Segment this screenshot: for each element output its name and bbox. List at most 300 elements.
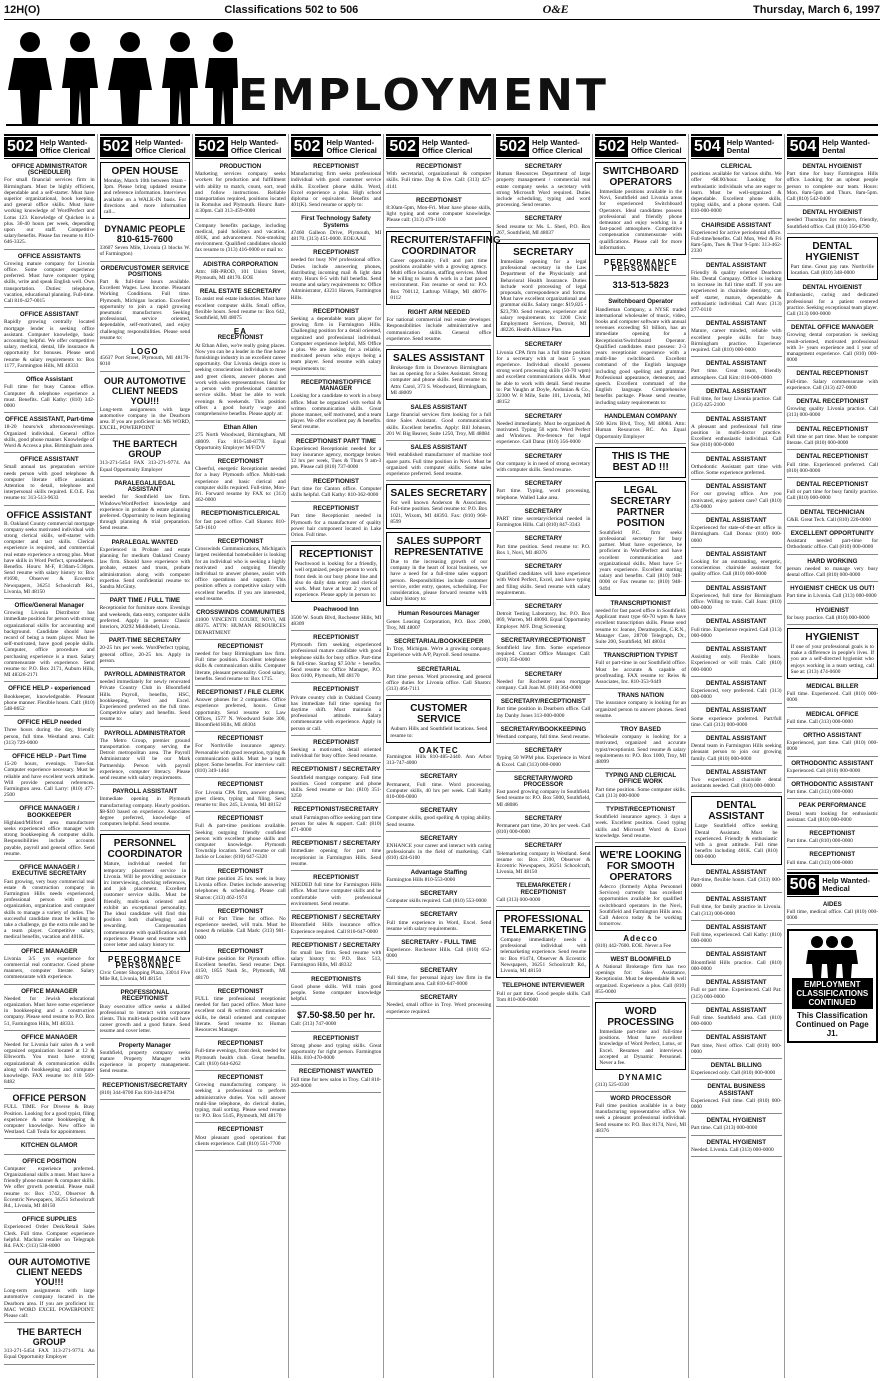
classification-number: 502 [291,137,324,157]
ad-heading: PAYROLL ADMINISTRATOR [104,729,186,737]
advertiser-logo: PERFORMANCE PERSONNEL [108,955,182,971]
ad-heading: TELEMARKETER / RECEPTIONIST [516,882,571,896]
ad-body: needed for busy NW professional office. Duties include answering phones, distributing incoming mail & light data entry. Hours 8-5 with full benefits. Send resume and salary requirements to: Office Administrator, 43231 Haven, Farmington Hills. [290,257,382,301]
ad-heading: ORTHODONTIC ASSISTANT [791,781,874,788]
classified-ad [291,248,382,305]
ad-body: Computer experience preferred. Organizational skills a must. Must have a friendly phone manner & computer skills. We offer growth potential. Please mail resume to: Box 1742, Observer & Eccentric Newspapers, 36251 Schoolcraft Rd., Livonia, MI 48150 [4,1165,95,1210]
classified-ad [291,941,382,973]
ad-heading: MEDICAL OFFICE [806,710,859,718]
ad-body: Full or part-time in our Southfield office. Must be accurate & capable of proofreading. FAX resume to: Reiss & Associates, Inc. 810-353-9449 [595,660,686,685]
classification-number: 502 [595,137,628,157]
ad-body: needed Thursdays for modern, friendly, Southfield office. Call (810) 356-8790 [786,217,879,230]
advertiser-logo: LOGO [131,347,159,357]
column-2 [100,134,194,1378]
classified-ad [691,1138,782,1157]
ad-body: Full time, medical office. Call (810) 000-0000 [786,909,879,922]
ad-heading: OFFICE ASSISTANT [19,311,79,319]
ad-heading: PARALEGAL/LEGAL ASSISTANT [114,479,176,494]
classified-ad [291,1034,382,1066]
ad-heading: SECRETARY/BOOKKEEPING [500,725,587,733]
ad-heading: SECRETARY [524,814,563,822]
classified-ad [4,310,95,373]
column-1 [4,134,98,1378]
ad-body: PART time secretary/clerical needed in Farmington Hills. Call (810) 847-3343 [496,515,591,529]
ad-heading: DENTAL ASSISTANT [705,979,767,987]
classified-ad [386,889,491,908]
classified-ad [496,746,590,772]
classified-ad [4,752,95,802]
classification-title: Help Wanted- Dental [726,138,775,155]
ad-heading: HARD WORKING [807,557,858,565]
ad-body: Needed immediately. Must be organized & motivated. Typing 50 wpm. Word Perfect and Windows. Pre-ference for legal experience. Call Dana: (810) 356-0000 [496,420,591,446]
classified-ad [595,447,686,478]
classified-ad [100,729,191,786]
ad-body: The Metro Group, premier ground transportation company serving the Detroit metropolitan area. The Payroll Administrator will be our Mark Partnership. Person with payroll experience, computer literacy. Please send resume with salary requirements. [99,737,191,782]
classified-ad [100,264,191,345]
ad-heading: SECRETARY [420,890,458,898]
advertiser-logo: EA [233,327,247,337]
ad-body: Call (313) 000-0000 [496,896,541,903]
ad-body: Full time experience in Word, Excel. Send resume with salary requirements. [386,919,492,932]
ad-heading: DENTAL RECEPTIONIST [796,425,869,433]
ad-heading: SECRETARY/RECEPTIONIST [500,636,586,644]
classified-ad [291,633,382,683]
ad-body: Small annual tax preparation service needs person with good telephone & computer literate office assistant. Attention to detail, telephone and interpersonal skills required. E.O.E. Fax resume to: 313-513-9633 [4,464,95,502]
ad-heading: DENTAL BILLING [710,1061,762,1069]
ad-heading: PART-TIME SECRETARY [108,637,181,645]
ad-body: Plymouth firm seeking experienced professional mature candidate with good telephone skills for busy office. Part-time & full-time. Starting $7.50/hr + benefits. Send resume to: Office Manager, P.O. Box 6100, Plymouth, MI 48170 [290,642,382,680]
ad-body: For national commercial real estate developer. Responsibilities include administrative and communication skills. General office experience. Send resume. [386,317,492,342]
classified-ad [386,484,491,529]
ad-heading: DENTAL ASSISTANT [705,768,767,776]
ad-heading: DENTAL RECEPTIONIST [796,453,869,461]
ad-heading: DENTAL ASSISTANT [705,584,767,592]
ad-heading: $7.50-$8.50 per hr. [296,1010,376,1021]
ad-heading: DENTAL HYGIENIST [802,284,863,292]
classified-ad [496,602,590,634]
ad-body: 20-25 hrs per week. WordPerfect typing, general office, 20-25 hrs. Apply in person. [99,645,191,664]
ad-body: Experienced. Full time. Call (810) 000-0000 [691,1097,782,1110]
ad-body: Part time for busy Farmington Hills office. Looking for an upbeat people person to complete our team. Hours: Mon. 8am-5pm and Thurs. 8am-5pm. Call (810) 542-0400 [786,171,879,203]
classified-ad [291,873,382,911]
classified-ad [595,481,686,596]
ad-body: Friendly & quality oriented Dearborn Hts. Dental Company. Office is looking to increase its full time staff. If you are experienced in chairside dentistry, can self starter, mature, dependable & enthusiastic individual. Call Ann: (313) 277-0110 [691,269,782,314]
ad-body: 313-271-5454 FAX 313-271-9774. An Equal Opportunity Employer [99,460,191,473]
classified-ad [787,369,878,395]
ad-body: Dental team in Farmington Hills seeking pleasant person to join our growing family. Call (810) 000-0000 [691,743,782,762]
column-header [291,134,382,159]
ad-body: Part time person. Word processing and general office duties for Livonia office. Call Sharon: (313) 464-7111 [386,673,492,693]
classified-ad [787,529,878,555]
classified-ad [195,509,286,535]
page-header [4,0,880,20]
ad-body: Needed for Jewish educational organization. Must have some experience in bookkeeping and a construction company. Please send resume to P.O. Box 51, Farmington Hills, MI 48333. [4,995,95,1027]
ad-body: Part time for Canton office. Computer skills helpful. Call Kathy: 810-362-0000 [290,485,382,498]
ad-heading: DYNAMIC PEOPLE 810-615-7600 [104,224,186,245]
classified-ad [691,645,782,677]
ad-body: Receptionist for furniture store. Evenings and weekends, data entry, computer skills preferred. Apply in person: Classic Interiors, 20292 Middlebelt, Livonia. [99,605,191,630]
ad-body: (810) 344-8700 Fax 810-344-8794 [99,1089,175,1096]
classified-ad [4,415,95,453]
ad-body: Part time position in Dearborn office. Call Jay Danby Jones 313-000-0000 [496,706,591,719]
advertiser-logo: DYNAMIC [618,1073,663,1083]
classified-ad [787,731,878,757]
ad-body: Adecco (formerly Alpha Personnel Services) currently has excellent opportunities available for qualified switchboard operators in the Novi, Southfield and Farmington Hills area. Call Adecco today & be working tomorrow. [599,884,682,928]
issue-date: Thursday, March 6, 1997 [753,3,880,16]
ad-body: Career opportunity. Full and part time positions available with a growing agency. Multi office location, staffing services. Must be willing to learn & work in a fast paced environment. Fax resume or send to: P.O. Box 760112, Lathrup Village, MI 48076-0112 [390,257,488,301]
ad-heading: SWITCHBOARD OPERATORS [602,166,679,188]
ad-heading: AIDES [822,900,842,908]
ad-heading: THE BARTECH GROUP [112,439,178,460]
ad-heading: CHAIRSIDE ASSISTANT [701,221,772,229]
ad-heading: RECEPTIONIST WANTED [298,1068,374,1076]
ad-heading: RECRUITER/STAFFING COORDINATOR [390,234,501,257]
classification-number: 502 [100,137,133,157]
ad-heading: SECRETARY [420,994,458,1002]
ad-heading: RECEPTIONIST [313,307,359,315]
ad-body: Detroit Testing Laboratory, Inc. P.O. Box 869, Warren, MI 48090. Equal Opportunity Employer. M/F. Drug Screening [496,611,591,630]
classified-ad [100,479,191,536]
ad-heading: TELEPHONE INTERVIEWER [502,982,585,990]
ad-body: 313-271-5454 FAX 313-271-9774. An Equal Opportunity Employer [4,1348,95,1361]
column-7 [595,134,689,1378]
classified-ad [195,947,286,985]
classified-ad [691,482,782,514]
classified-ad [787,606,878,625]
ad-body: Part time Receptionist needed in Plymouth for a manufacturer of quality power hair component located in Lake Orion. Full time. [290,513,382,538]
masthead [6,22,878,130]
ad-body: Part time. Typing, word processing, telephone. Walled Lake area. [496,488,591,501]
ad-body: for fast paced office. Call Sharon: 810-549-1610 [195,518,286,531]
ad-body: Cheerful, energetic Receptionist needed for a busy Plymouth office. Multi-task experience and basic clerical and computer skills required. Full-time, Mon-Fri. Forward resume by FAX to: (313) 462-0000 [195,466,286,504]
ad-heading: DENTAL HYGIENIST [802,163,863,170]
classified-columns [4,134,880,1378]
ad-body: Looking for an outstanding, energetic, conscientious chairside assistant for quality office. Call (810) 000-0000 [691,558,782,578]
ad-heading: Office Assistant [25,376,73,384]
classified-ad [691,455,782,481]
classified-ad [691,796,782,864]
ad-heading: DENTAL ASSISTANT [705,550,767,558]
classified-ad [691,550,782,582]
ad-heading: RECEPTIONIST/CLERICAL [201,510,280,518]
ad-body: Bookkeeper, knowledgeable. Pleasant phone manner. Flexible hours. Call: (810) 548-8652 [4,693,95,713]
classified-ad [496,412,590,450]
ad-body: Full time. Southfield area. Call (810) 000-0000 [691,1014,782,1028]
ad-body: for busy practice. Call (810) 000-0000 [786,614,870,621]
ad-heading: OFFICE MANAGER [21,1033,78,1041]
classified-ad [787,283,878,321]
ad-heading: CLERICAL [720,163,752,170]
ad-heading: WORD PROCESSING [607,1006,675,1029]
ad-heading: OUR AUTOMOTIVE CLIENT NEEDS YOU!!! [8,1257,91,1288]
ad-heading: DENTAL ASSISTANT [705,360,767,368]
classified-ad [195,907,286,945]
ad-body: Immediate positions available in the Novi, Southfield and Livonia areas for experienced Switchboard Operators. Ideal candidates possess professional and friendly phone demeanor and enjoy working in a fast-paced atmosphere. Competitive compensation commensurate with qualifications. Please call for more information. [599,189,682,251]
classification-title: Help Wanted- Office Clerical [230,138,282,155]
classified-ad [386,772,491,804]
ad-body: 18-20 hours/wk afternoons/evenings. Organized individual. General office skills, good phone manner. Knowledge of Word & Access a plus. Birmingham area. [4,424,95,449]
ad-body: Bloomfield Hills practice. Call (810) 000-0000 [691,959,782,972]
classified-ad [787,628,878,679]
ad-heading: SECRETARY [524,412,563,420]
ad-heading: TRANSCRIPTION TYPIST [603,652,678,660]
ad-heading: SECRETARY [524,452,563,460]
ad-body: Experienced Receptionist needed for a busy insurance agency, mortgage broker. 12 hrs per week, Tues & Thurs 9 am-3 pm. Please call (810) 737-0000 [290,445,382,471]
ad-body: Peachwood is looking for a friendly, well organized, people person to work front desk in our busy phone line and also do daily data entry and clerical work. Must have at least 2 years of experience. Please apply in person to: [294,561,378,599]
classification-title: Help Wanted- Office Clerical [326,138,377,155]
ad-heading: SECRETARY [420,807,458,815]
ad-heading: OUR AUTOMOTIVE CLIENT NEEDS YOU!!! [103,375,186,406]
classified-ad [595,805,686,843]
classified-ad [4,508,95,599]
ad-body: Full time. Experienced preferred. Call (810) 000-0000 [786,461,879,474]
ad-heading: CROSSWINDS COMMUNITIES [196,608,285,616]
classified-ad [386,966,491,992]
ad-heading: RECEPTIONIST PART TIME [295,437,377,445]
classified-ad [4,252,95,309]
classified-ad [291,913,382,939]
classified-ad [787,323,878,367]
classified-ad [386,308,491,346]
ad-heading: SECRETARY [420,773,458,781]
ad-body: Company immediately needs a professional individual with telemarketing experience. Send resume to: Box #1474, Observer & Eccentric Newspapers, 36251 Schoolcraft Rd., Livonia, MI 48150 [500,937,587,975]
ad-body: Civic Center Shopping Plaza, 33014 Five Mile Rd, Livonia, MI 48154 [99,969,191,982]
ad-body: 33607 Seven Mile, Livonia (3 blocks W. of Farmington) [99,245,191,258]
classified-ad [496,670,590,696]
ad-body: Southfield mortgage company. Full time position. Good computer and phone skills. Send resume or fax: (810) 351-3250 [290,774,382,800]
ad-heading: TRANS NATION [617,692,664,700]
classified-ad [691,584,782,616]
classified-ad [100,670,191,727]
ad-body: Southfield law firm. Some experience required. Contact Office Manager. Call: (810) 350-0000 [496,644,591,664]
classified-ad [4,455,95,505]
ad-heading: RECEPTIONIST [809,830,856,838]
continued-title: EMPLOYMENT CLASSIFICATIONS CONTINUED [792,978,873,1009]
classified-ad [691,950,782,976]
classified-ad [100,1081,191,1100]
classified-ad [496,814,590,840]
ad-body: Full or part time for busy family practice. Call (810) 000-0000 [786,489,879,502]
ad-body: Marketing services company seeks workers for production and fulfillment with ability to match, count, sort, read and follow instructions. Reliable transportation required, positions located in Romulus and Plymouth. Hours: 8am-4:30pm. Call 313-459-0000 [195,171,286,215]
ad-heading: RECEPTIONIST [217,947,264,955]
ad-heading: OFFICE ASSISTANT [19,456,79,464]
classified-ad [386,665,491,697]
column-header [691,134,782,159]
classified-ad [496,725,590,744]
ad-heading: SALES SECRETARY [390,488,488,500]
classified-ad [691,415,782,453]
ad-heading: SECRETARY [524,602,563,610]
ad-body: Two experienced chairside dental assistants needed. Call (810) 000-0000 [691,777,782,790]
classified-ad [195,608,286,640]
ad-heading: Advantage Staffing [410,868,467,876]
ad-heading: OPEN HOUSE [111,166,179,177]
classified-ad [195,260,286,286]
ad-body: Bloomfield Hills insurance office. Experience required. Call 810-647-0000 [290,922,382,935]
ad-body: Part time. Call (313) 000-0000 [786,789,853,796]
classified-ad [787,780,878,799]
ad-body: A pleasant and professional full time position in multi-doctor practice. Excellent enthusiastic individual. Call Sue (810) 000-0000 [691,423,782,449]
ad-heading: RECEPTIONIST [217,642,264,650]
ad-body: Full or Part Time for office. No experience needed, will train. Must be honest & reliable. Call Mark: (313) 981-0000 [195,915,286,941]
classified-ad [496,214,590,240]
ad-heading: OFFICE ASSISTANT [6,509,93,520]
classified-ad [386,162,491,194]
ad-heading: RECEPTIONIST [299,549,373,561]
ad-body: Busy executive office seeks a skilled professional to interact with corporate clients. This multi-task position will have career growth and a good future. Send resume and cover letter. [99,1003,191,1035]
classified-ad [787,208,878,234]
ad-body: Seeking a dependable team player for growing firm in Farmington Hills. Challenging position for a detail oriented, organized and professional individual. Computer experience helpful, MS Office a plus. We are looking for a reliable, motivated person who enjoys being a team player. Send resume with salary requirements to: [290,316,382,372]
ad-body: For small financial services firm in Birmingham. Must be highly efficient, dependable and a self-starter. Must have superior organizational, book keeping, and general office skills. Must have working knowledge of WordPerfect and Lotus 123. Knowledge of Quicken is a plus. 30-40 hours per week, depending upon our staff. Competitive salary/benefits. Please fax resume to 810-646-3325. [4,177,95,246]
classified-ad [195,162,286,219]
ad-heading: PROFESSIONAL RECEPTIONIST [120,989,170,1003]
ad-body: Long-term assignments with large automotive company in the Dearborn area. If you are proficient in: MS WORD, EXCEL, POWERPOINT [99,406,191,432]
ad-body: Livonia CPA firm has a full time position for a secretary with at least 5 years experience. Individual should possess strong word processing skills (50-70 wpm) and excellent communications skills. Must be able to work with detail. Send resume to: Pat Vaughn at Doyle, Andonian & Co., 32300 W. 8 Mile, Suite 101, Livonia, MI 48152 [496,349,591,406]
ad-heading: DENTAL ASSISTANT [705,735,767,743]
advertiser-logo: Adecco [623,934,659,944]
ad-body: Attn: HR-PROD, 101 Union Street, Plymouth, MI 48170. EOE [195,268,286,282]
ad-body: Immediate opening for a legal professional secretary in the Law Department of the Physicianly and Behavioral Health Insurance. Duties include word processing of legal proposals, correspondence and forms. Must have excellent organizational and grammar skills. Salary range: $19,825 - $23,790. Send resume, experience and salary requirements to: 1200 Civic Employment Services, Detroit, MI 48226. Health Alliance Plan. [500,259,587,334]
ad-heading: Ethan Allen [223,424,258,432]
ad-heading: RECEPTIONIST [809,851,856,859]
ad-heading: WEST BLOOMFIELD [610,955,671,963]
classified-ad [691,868,782,894]
ad-heading: OFFICE HELP needed [17,719,82,727]
ad-body: Computer skills required. Call (810) 553-0000 [386,898,487,905]
ad-body: Human Resources Department of large property management / commercial real estate company seeks a secretary with strong Microsoft Word required. Duties include scheduling, typing and word processing. Send resume. [496,171,591,209]
advertiser-logo: PERFORMANCE PERSONNEL [603,258,678,274]
ad-heading: DENTAL TECHNICIAN [800,508,865,516]
classified-ad [4,601,95,682]
classified-ad [386,349,491,400]
ad-heading: CUSTOMER SERVICE [410,703,468,726]
ad-body: Full time for busy Canton office. Computer & telephone experience a must. Benefits. Call Kathy: (810) 342-0000 [4,384,95,409]
ad-body: Full time for new salon in Troy. Call 810-269-0000 [290,1076,382,1089]
ad-body: If one of your professional goals is to make a difference in people's lives. If you are a self-directed hygienist who enjoys working in a team setting, call Sue at: (313) 474-0600 [790,643,875,675]
ad-body: (810) 442-7600. EOE. Never a Fee [595,942,672,949]
classified-ad [496,534,590,560]
ad-heading: First Technology Safety Systems [301,215,371,229]
ad-body: Fast paced growing company in Southfield. Send resume to: P.O. Box 5000, Southfield, MI 48086 [496,789,591,808]
column-header [386,134,491,159]
ad-body: Needed, small office in Troy. Word processing experience required. [386,1002,492,1015]
classified-ad [691,319,782,357]
classified-ad [386,443,491,481]
classified-ad [291,477,382,503]
advertiser-logo: OAKTEC [418,745,459,755]
ad-heading: RECEPTIONIST [217,735,264,743]
ad-body: Full time. Experienced. Call (810) 000-0000 [786,691,879,704]
ad-heading: RECEPTIONIST / SECRETARY [291,766,381,774]
classified-ad [496,340,590,409]
ad-heading: RECEPTIONIST [415,163,462,170]
ad-body: Long-term assignments with large automotive company located in the Dearborn area. If you are proficient in: MAC WORD EXCEL POWERPOINT. Please call: [4,1288,95,1320]
ad-heading: OFFICE PERSON [12,1093,87,1104]
classified-ad [787,237,878,280]
ad-heading: SECRETARY/RECEPTIONIST [500,698,586,706]
classified-ad [386,231,501,305]
classified-ad [386,532,491,606]
ad-heading: RECEPTIONIST/SECRETARY [293,806,379,814]
classified-ad [496,636,590,668]
classified-ad [195,537,286,606]
ad-heading: DENTAL ASSISTANT [705,320,767,328]
classified-ad [595,162,686,255]
classified-ad [595,955,686,999]
column-header [787,872,878,897]
ad-body: Part time position. Send resume to: P.O. Box 1, Novi, MI 48376 [496,543,591,556]
ad-heading: ORTHO ASSISTANT [803,731,862,739]
ad-heading: Peachwood Inn [313,606,359,614]
ad-body: Full-time position for Plymouth office. Excellent benefits. Send resume: Dept. 4150, 1855 Nash St., Plymouth, MI 48170 [195,955,286,981]
ad-heading: LEGAL SECRETARY PARTNER POSITION [610,484,671,529]
ad-body: Assisting only. Flexible hours. Experienced or will train. Call: (810) 000-0000 [691,654,782,673]
classified-ad [100,787,191,831]
ad-heading: OFFICE HELP - Part Time [12,753,87,761]
classification-title: Help Wanted- Medical [822,875,870,893]
ad-heading: SECRETARY [524,747,563,755]
classified-ad [4,863,95,944]
classified-ad [195,1039,286,1071]
ad-heading: DENTAL ASSISTANT [705,951,767,959]
classified-ad [691,162,782,219]
classified-ad [386,938,491,964]
classified-ad [386,637,491,663]
classified-ad [691,768,782,794]
ad-heading: DENTAL HYGIENIST [805,240,860,263]
continued-note: This Classification Continued on Page J1. [795,1011,869,1039]
classified-ad [787,900,878,926]
ad-body: Part & full-time hours available. Excellent Wages. Less Income. Pleasant Working Conditions. Full time. Plymouth, Michigan location. Excellent opportunity to join a rapid growing pneumatic manufacturer. Seeking professional, service oriented, dependable, self-motivated, and enjoy challenging responsibilities. Please send resume to: [99,279,191,341]
classification-title: Help Wanted-Dental [822,138,870,155]
masthead-title: EMPLOYMENT [238,70,609,121]
ad-body: Genes Leasing Corporation, P.O. Box 2000, Troy, MI 48007 [386,618,492,631]
ad-body: With secretarial, organizational & computer skills. Full time. Day & Eve. Call: (313) 427-4141 [386,171,492,190]
classification-number: 502 [4,137,37,157]
classified-ad [195,1125,286,1151]
ad-body: B. Oakland County commercial mortgage company seeks motivated individual with strong clerical skills, self-starter with computer and tact skills. Clerical experience is required, and commercial real estate experience a strong plus. Must have skills in Word Perfect, spreadsheets. Benefits. Hours: M-F, 8:30am-5:30pm. Send resume with salary history to: Box #1690, Observer & Eccentric Newspapers, 36251 Schoolcraft Rd., Livonia, MI 48150 [4,520,95,595]
ad-heading: SALES ASSISTANT [410,444,468,452]
ad-heading: DENTAL ASSISTANT [708,800,765,823]
classification-number: 506 [787,875,820,895]
column-5 [386,134,501,1378]
column-header [787,134,878,159]
people-figures-icon [802,934,862,978]
classified-ad [100,162,191,219]
ad-body: Dental team looking for enthusiastic assistant. Call (810) 000-0000 [786,810,879,823]
ad-body: Computer skills, good spelling & typing ability. Send resume. [386,815,492,828]
ad-body: needed immediately for newly renovated Private Country Club in Bloomfield Hills. Payroll, benefits, HSC, bookkeeping, Word and Excel. Experienced preferred on the full time. Competitive salary and benefits. Send resume to: [99,679,191,723]
ad-heading: RECEPTIONIST [313,874,359,882]
ad-body: Crosswinds Communications, Michigan's largest residential homebuilder is looking for an individual who is seeking a highly motivated and outgoing friendly individual to answer phones, assist with office operations and support. This position offers a competitive salary with excellent benefits. If you are interested, send resume. [195,546,286,602]
classified-ad [496,910,590,978]
ad-body: Full time. Call (313) 000-0000 [786,859,853,866]
classified-ad [691,359,782,385]
people-figures-icon [8,28,238,128]
ad-heading: PARALEGAL WANTED [111,538,179,546]
classified-ad [496,452,590,478]
ad-heading: RECEPTIONIST [217,907,264,915]
ad-body: Large Southfield office seeking Dental Assistant. Must be experienced. Friendly & enthusiastic with a great attitude. Full time benefits including 401K. Call (810) 000-0000 [695,823,778,861]
classified-ad [595,846,686,931]
ad-body: person needed to manage very busy dental office. Call (810) 000-0000 [786,565,879,578]
classified-ad [496,981,590,1007]
column-6 [496,134,593,1378]
classified-ad [787,397,878,423]
classified-ad [496,479,590,505]
classified-ad [595,651,686,689]
ad-heading: OFFICE ASSISTANT, Part-time [5,416,94,424]
